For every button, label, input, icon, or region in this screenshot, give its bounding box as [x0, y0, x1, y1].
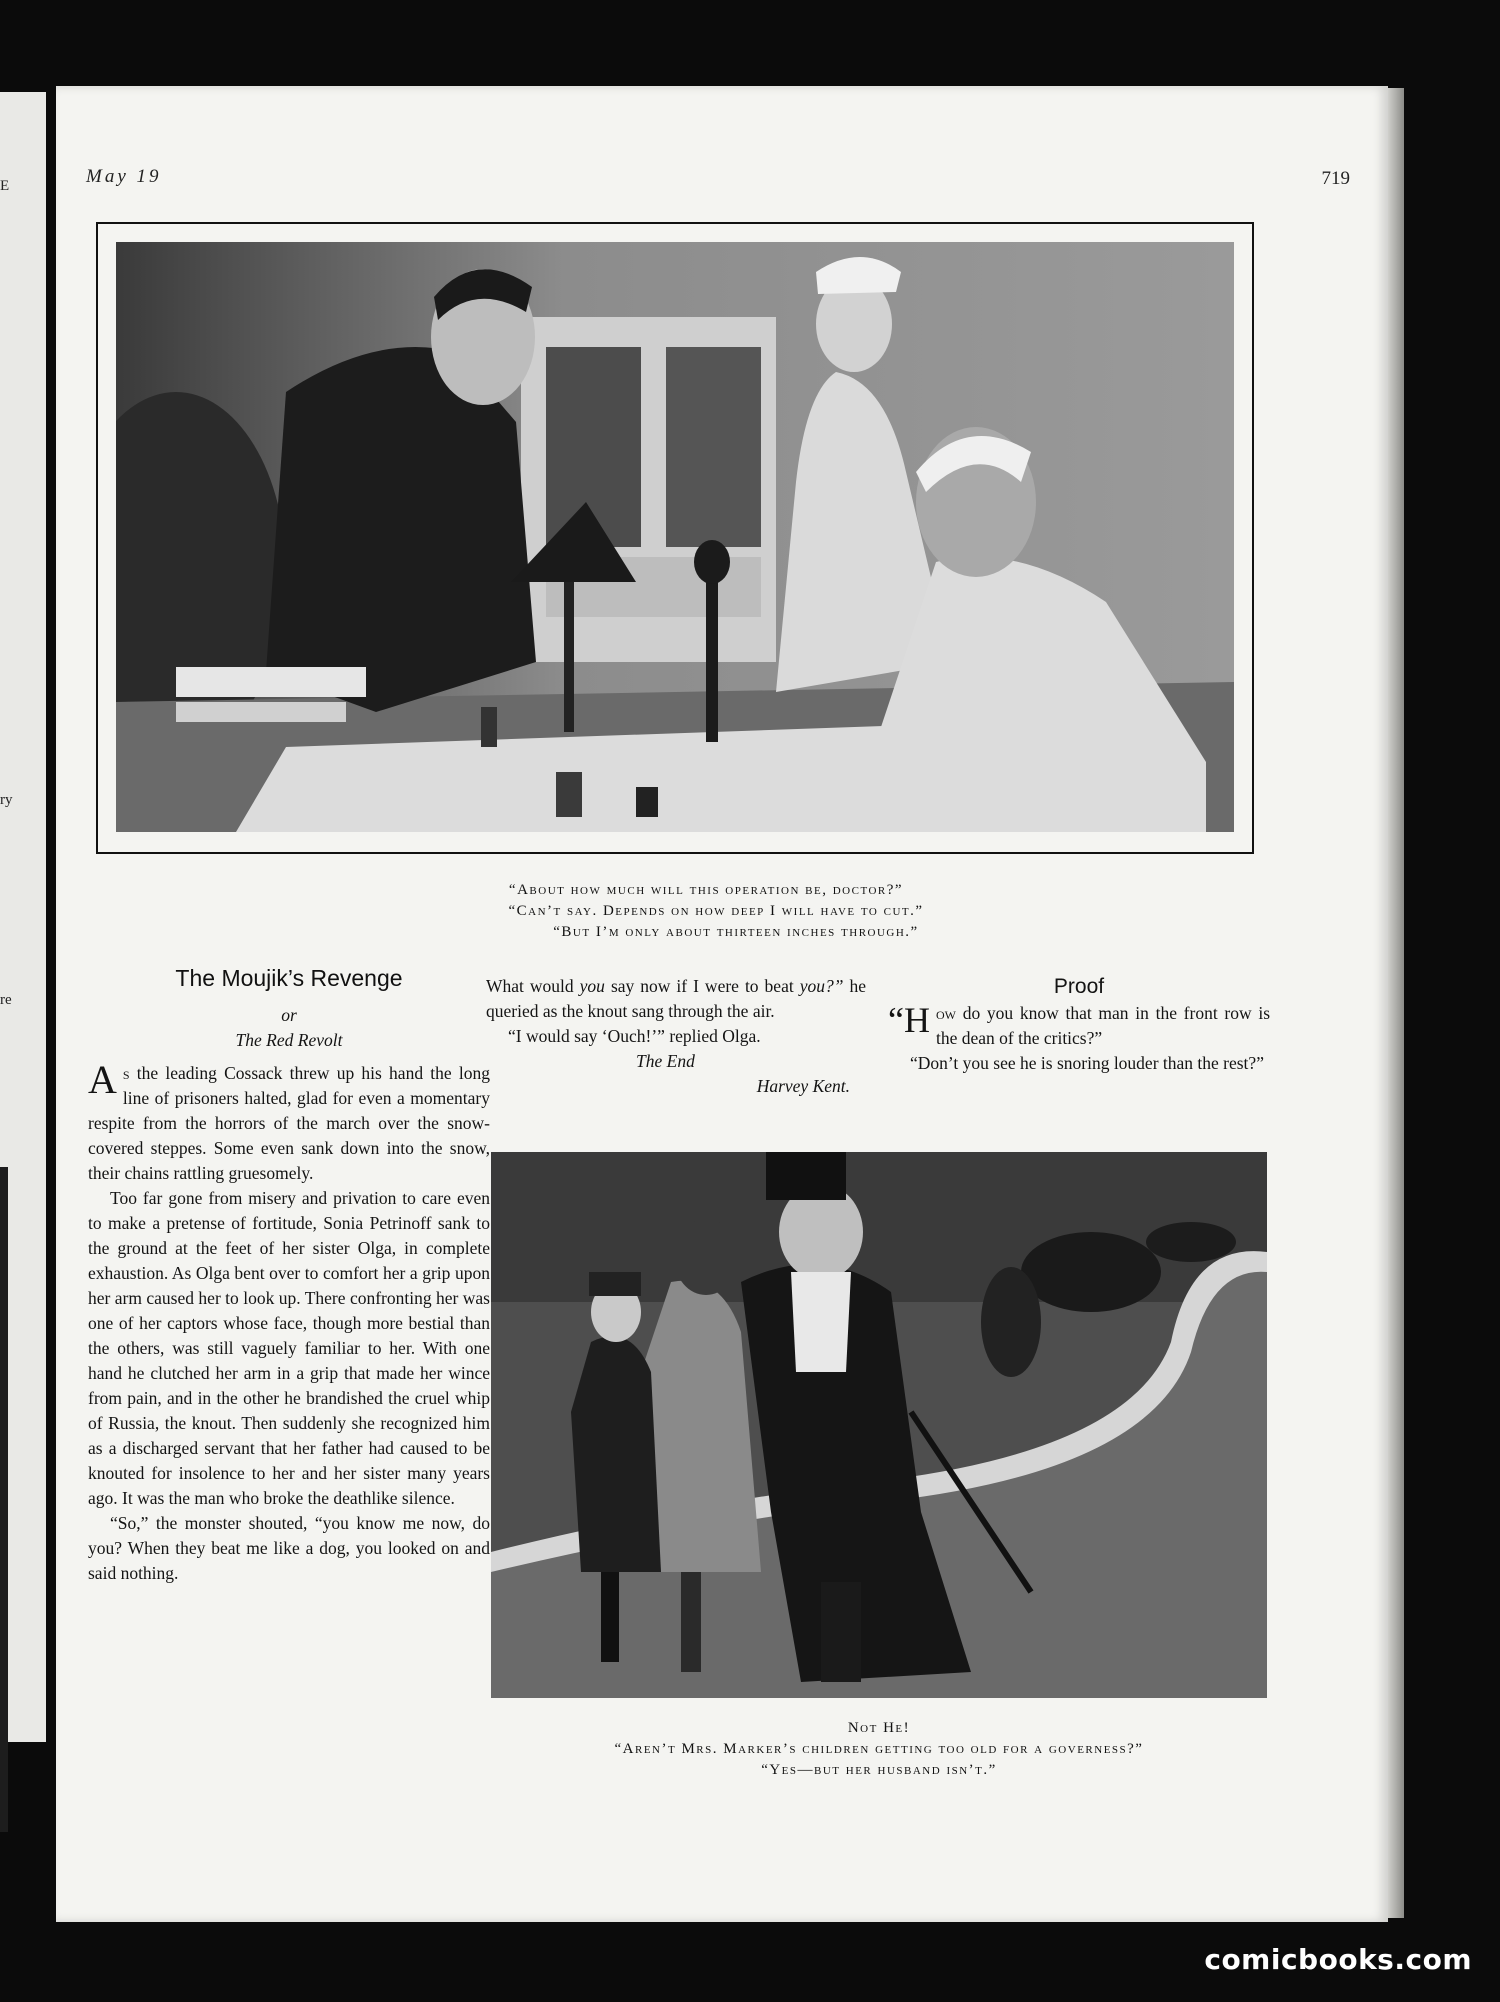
magazine-page [56, 86, 1388, 1922]
drop-cap: A [88, 1057, 117, 1102]
paragraph-text: What would [486, 976, 580, 996]
running-head: May 19 [86, 166, 162, 187]
story-end: The End [636, 1051, 695, 1071]
paragraph-text: the leading Cossack threw up his hand the long line of prisoners halted, glad for even a momentary respite from the horrors of the march over the snow-covered steppes. Some even sank down into the snow, their chains rattling gruesomely. [88, 1063, 490, 1183]
page-number: 719 [1321, 168, 1350, 189]
top-illustration-caption [356, 880, 1076, 943]
emphasis: you?” [799, 976, 844, 996]
bottom-illustration-caption [491, 1718, 1267, 1781]
caption-line: “About how much will this operation be, doctor?” [508, 882, 904, 898]
caption-title: Not He! [847, 1720, 911, 1736]
paragraph-text: say now if I were to beat [604, 976, 800, 996]
caption-line: “Can’t say. Depends on how deep I will have to cut.” [508, 903, 924, 919]
story-paragraph: Too far gone from misery and privation to care even to make a pretense of fortitude, Sonia Petrinoff sank to the ground at the feet of her sister Olga, in complete exhaustion. As Olga bent over to comfort her a grip upon her arm caused her to look up. There confronting her was one of her captors whose face, though more bestial than the others, was still vaguely familiar to her. With one hand he clutched her arm in a grip that made her wince from pain, and in the other he brandished the cruel whip of Russia, the knout. Then suddenly she recognized him as a discharged servant that her father had caused to be knouted for insolence to her and her sister many years ago. It was the man who broke the deathlike silence. [88, 1188, 490, 1508]
proof-column [888, 974, 1270, 1076]
drop-cap: “H [888, 1000, 930, 1040]
proof-title: Proof [1053, 975, 1105, 998]
lead-word: ow [935, 1003, 956, 1023]
story-paragraph: “So,” the monster shouted, “you know me now, do you? When they beat me like a dog, you looked on and said nothing. [88, 1513, 490, 1583]
story-column-1 [88, 966, 490, 1586]
caption-line: “But I’m only about thirteen inches through.” [553, 924, 919, 940]
caption-line: “Yes—but her husband isn’t.” [761, 1762, 997, 1778]
top-illustration-frame [96, 222, 1254, 854]
proof-paragraph [888, 1001, 1270, 1051]
left-page-text-fragment: re [0, 992, 12, 1008]
paragraph-text: do you know that man in the front row is the dean of the critics?” [935, 1003, 1270, 1048]
proof-paragraph: “Don’t you see he is snoring louder than the rest?” [910, 1053, 1264, 1073]
paragraph-text: he queried as the knout sang through the air. [486, 976, 866, 1021]
left-page-fragment [0, 92, 46, 1742]
left-page-text-fragment: ry [0, 792, 13, 808]
story-author: Harvey Kent. [756, 1076, 850, 1096]
story-title: The Moujik’s Revenge [175, 965, 403, 991]
story-or: or [281, 1005, 297, 1025]
page-edge-shadow [1388, 88, 1404, 1918]
lead-word: s [122, 1063, 130, 1083]
street-couple-illustration [491, 1152, 1267, 1698]
story-paragraph: “I would say ‘Ouch!’” replied Olga. [508, 1026, 761, 1046]
emphasis: you [579, 976, 605, 996]
doctor-office-illustration [116, 242, 1234, 832]
left-page-text-fragment: E [0, 178, 10, 194]
story-paragraph [486, 974, 866, 1024]
caption-line: “Aren’t Mrs. Marker’s children getting too old for a governess?” [614, 1741, 1144, 1757]
watermark: comicbooks.com [1204, 1943, 1472, 1976]
story-subtitle: The Red Revolt [235, 1030, 343, 1050]
left-page-image-edge [0, 1167, 8, 1832]
story-column-2 [486, 974, 866, 1099]
story-paragraph [88, 1057, 490, 1186]
